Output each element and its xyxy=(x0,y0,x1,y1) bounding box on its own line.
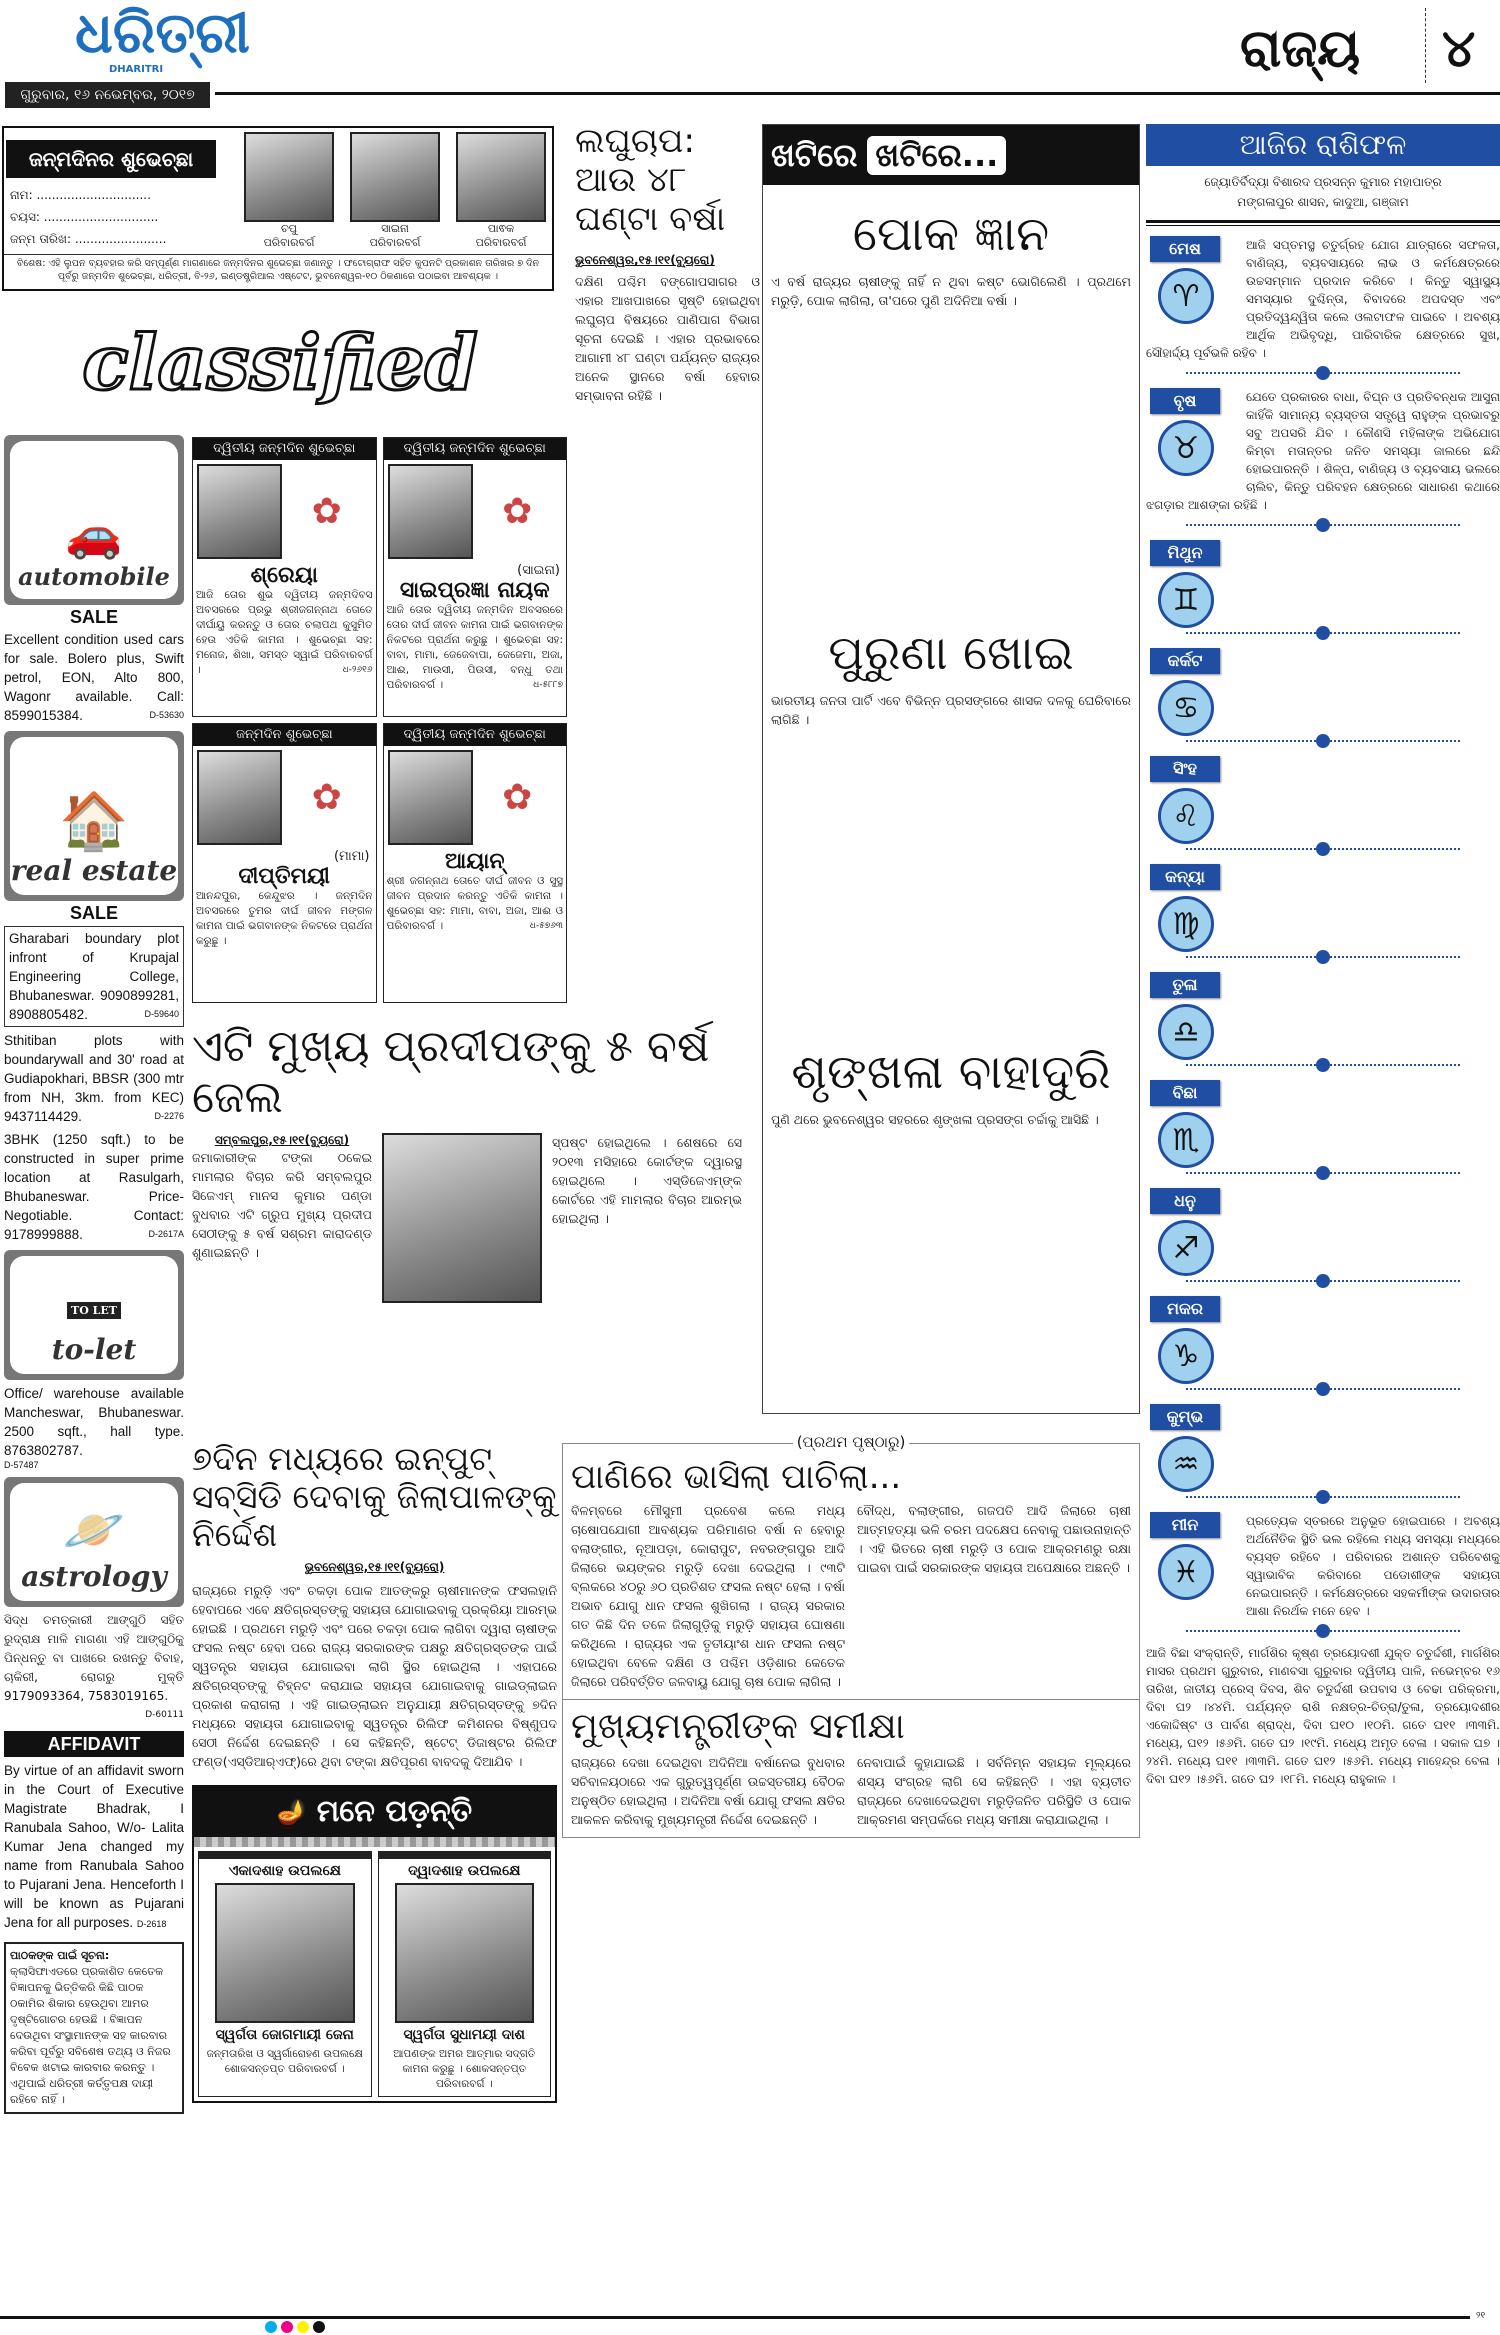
child-photo xyxy=(350,132,440,222)
horoscope-sign-7: ତୁଳା ♎ xyxy=(1146,970,1500,1066)
birthday-wish-ad: ଜନ୍ମଦିନ ଶୁଭେଚ୍ଛା ✿ (ମାମା) ଦୀପ୍ତିମୟୀ ଆନନ୍ଦପୁର, କେନ୍ଦୁଝର । ଜନ୍ମଦିନ ଅବସରରେ ତୁମର ଦୀର୍ଘ ଜୀବନ ମଙ୍ଗଳ କାମନା ପାଇଁ ଭଗବାନଙ୍କ ନିକଟରେ ପ୍ରାର୍ଥନା କରୁଛୁ । xyxy=(192,723,377,1003)
horoscope-sign-6: କନ୍ୟା ♍ xyxy=(1146,862,1500,958)
headline: ପୁରୁଣା ଖୋଇ xyxy=(828,625,1074,681)
leo-icon: ♌ xyxy=(1158,788,1214,844)
horoscope-sign-4: କର୍କଟ ♋ xyxy=(1146,646,1500,742)
rain-story: ଲଘୁଚାପ: ଆଉ ୪୮ ଘଣ୍ଟା ବର୍ଷା ଭୁବନେଶ୍ୱର,୧୫।୧୧(ବ୍ୟୁରୋ) ଦକ୍ଷିଣ ପଶ୍ଚିମ ବଙ୍ଗୋପସାଗର ଓ ଏହାର ଆଖପାଖରେ ସୃଷ୍ଟି ହୋଇଥିବା ଲଘୁଚାପ ବିଷୟରେ ପାଣିପାଗ ବିଭାଗ ସୂଚନା ଦେଇଛି । ଏହାର ପ୍ରଭାବରେ ଆଗାମୀ ୪୮ ଘଣ୍ଟା ପର୍ଯ୍ୟନ୍ତ ରାଜ୍ୟର ଅନେକ ସ୍ଥାନରେ ବର୍ଷା ହେବାର ସମ୍ଭାବନା ରହିଛି । xyxy=(575,121,760,404)
masthead-rule xyxy=(215,92,1500,95)
horoscope-sign-9: ଧନୁ ♐ xyxy=(1146,1186,1500,1282)
aquarius-icon: ♒ xyxy=(1158,1436,1214,1492)
libra-icon: ♎ xyxy=(1158,1004,1214,1060)
astrology-ad-icon: 🪐 astrology xyxy=(4,1477,184,1607)
dob-field[interactable]: ଜନ୍ମ ତାରିଖ: ........................ xyxy=(10,232,167,246)
affidavit-text: By virtue of an affidavit sworn in the Court of Executive Magistrate Bhadrak, I Ranubala Sahoo, W/o- Lalita Kumar Jena changed my name from Ranubala Sahoo to Pujarani Jena. Henceforth I will be known as Pujarani Jena for all purposes. D-2618 xyxy=(4,1763,184,1930)
capricorn-icon: ♑ xyxy=(1158,1328,1214,1384)
age-field[interactable]: ବୟସ: .............................. xyxy=(10,210,159,224)
child-photo xyxy=(197,750,282,845)
scorpio-icon: ♏ xyxy=(1158,1112,1214,1168)
khatire-item: ପୁରୁଣା ଖୋଇ ଭାରତୀୟ ଜନତା ପାର୍ଟି ଏବେ ବିଭିନ୍ନ ପ୍ରସଙ୍ଗରେ ଶାସକ ଦଳକୁ ଘେରିବାରେ ଲାଗିଛି । xyxy=(771,625,1131,728)
child-photo xyxy=(197,464,282,559)
lower-left-column xyxy=(192,1440,557,2103)
birthday-wish-ad: ଦ୍ୱିତୀୟ ଜନ୍ମଦିନ ଶୁଭେଚ୍ଛା ✿ ଆୟାନ୍ ଶ୍ରୀ ଜଗନ୍ନାଥ ତୋତେ ଦୀର୍ଘ ଜୀବନ ଓ ସୁସ୍ଥ ଜୀବନ ପ୍ରଦାନ କରନ୍ତୁ ଏତିକି କାମନା । ଶୁଭେଚ୍ଛା ସହ: ମାମା, ବାବା, ଅଜା, ଆଈ ଓ ପରିବାରବର୍ଗ । ଧ-୫୭୬୩ xyxy=(383,723,568,1003)
child-photo xyxy=(244,132,334,222)
classified-banner: classified xyxy=(82,318,478,407)
headline: ୭ଦିନ ମଧ୍ୟରେ ଇନ୍‌ପୁଟ୍ ସବ୍‌ସିଡି ଦେବାକୁ ଜିଲାପାଳଙ୍କୁ ନିର୍ଦ୍ଦେଶ xyxy=(192,1439,557,1554)
classified-ad: Gharabari boundary plot infront of Krupajal Engineering College, Bhubaneswar. 9090899281, 8908805482. D-59640 xyxy=(4,926,184,1027)
panjika: ଆଜି ବିଛା ସଂକ୍ରାନ୍ତି, ମାର୍ଗଶିର କୃଷ୍ଣ ତ୍ରୟୋଦଶୀ ଯୁକ୍ତ ଚତୁର୍ଦ୍ଦଶୀ, ମାର୍ଗଶିର ମାସର ପ୍ରଥମ ଗୁରୁବାର, ମାଣବସା ଗୁରୁବାର ଦ୍ୱିତୀୟ ପାଳି, ନଭେମ୍ବର ୧୬ ତାରିଖ, ଜାତୀୟ ପ୍ରେସ୍ ଦିବସ, ଶିବ ଚତୁର୍ଦ୍ଦଶୀ ଉପବାସ ଓ ବେଢା ପରିକ୍ରମା, ଦିବା ଘ୨ ।୪୪ମି. ପର୍ଯ୍ୟନ୍ତ ରାଶି ନକ୍ଷତ୍ର-ଚିତ୍ରା/ତୁଳା, ତ୍ରୟୋଦଶୀର ଏକୋଦ୍ଦିଷ୍ଟ ଓ ପାର୍ବଣ ଶ୍ରାଦ୍ଧ, ଦିବା ଘ୧୦ ।୧୦ମି. ଗତେ ଘ୧୧ ।୩୩ମି. ମଧ୍ୟେ, ଘ୧୨ ।୫୬ମି. ଗତେ ଘ୨ ।୧୯ମି. ମଧ୍ୟେ ଅମୃତ ବେଳା । ସକାଳ ଘ୭ ।୨୪ମି. ମଧ୍ୟେ ଘ୧୧ ।୩୩ମି. ଗତେ ଘ୧୨ ।୫୬ମି. ମଧ୍ୟେ ମାହେନ୍ଦ୍ର ବେଳା । ଦିବା ଘ୧୨ ।୫୬ମି. ଗତେ ଘ୨ ।୧୮ମି. ମଧ୍ୟେ ରାହୁକାଳ । xyxy=(1146,1646,1500,1786)
birthday-wish-ad: ଦ୍ୱିତୀୟ ଜନ୍ମଦିନ ଶୁଭେଚ୍ଛା ✿ ଶ୍ରେୟା ଆଜି ତୋର ଶୁଭ ଦ୍ୱିତୀୟ ଜନ୍ମଦିବସ ଅବସରରେ ପ୍ରଭୁ ଶ୍ରୀଜଗନ୍ନାଥ ତୋତେ ଦୀର୍ଘାୟୁ କରନ୍ତୁ ଓ ତୋର ଚଲାପଥ କୁସୁମିତ ହେଉ ଏତିକି କାମନା । ଶୁଭେଚ୍ଛା ସହ: ମନୋଜ, ଶିଖା, ସମସ୍ତ ସ୍ୱାଇଁ ପରିବାରବର୍ଗ । ଧ-୨୬୧୬ xyxy=(192,437,377,717)
aries-icon: ♈ xyxy=(1158,268,1214,324)
horoscope-sign-5: ସିଂହ ♌ xyxy=(1146,754,1500,850)
registration-dot xyxy=(281,2321,293,2333)
lamp-icon: 🪔 xyxy=(276,1797,307,1826)
flower-icon: ✿ xyxy=(502,491,533,532)
logo: ଧରିତ୍ରୀ DHARITRI xyxy=(75,1,250,75)
registration-dot xyxy=(297,2321,309,2333)
child-photo xyxy=(456,132,546,222)
birthday-wishes xyxy=(192,437,567,1003)
horoscope-sign-10: ମକର ♑ xyxy=(1146,1294,1500,1390)
horoscope-sign-8: ବିଛା ♏ xyxy=(1146,1078,1500,1174)
section-title: ରାଜ୍ୟ xyxy=(1240,19,1361,79)
khatire-column: ଖଟିରେ ଖଟିରେ... ପୋକ ଜ୍ଞାନ ଏ ବର୍ଷ ରାଜ୍ୟର ଚାଷୀଙ୍କୁ ନାହିଁ ନ ଥିବା କଷ୍ଟ ଭୋଗିଲେଣି । ପ୍ରଥମେ ମରୁଡ଼ି, ପୋକ ଲାଗିଲା, ତା'ପରେ ପୁଣି ଅଦିନିଆ ବର୍ଷା । ପୁରୁଣା ଖୋଇ ଭାରତୀୟ ଜନତା ପାର୍ଟି ଏବେ ବିଭିନ୍ନ ପ୍ରସଙ୍ଗରେ ଶାସକ ଦଳକୁ ଘେରିବାରେ ଲାଗିଛି । ଶୃଙ୍ଖଳା ବାହାଦୁରି ପୁଣି ଥରେ ଭୁବନେଶ୍ୱର ସହରରେ ଶୃଙ୍ଖଳା ପ୍ରସଙ୍ଗ ଚର୍ଚ୍ଚାକୁ ଆସିଛି । xyxy=(762,124,1140,1414)
headline: ପାଣିରେ ଭାସିଲା ପାଚିଲା... xyxy=(571,1457,902,1497)
real-estate-ad-icon: 🏠 real estate xyxy=(4,731,184,901)
headline: ଶୃଙ୍ଖଳା ବାହାଦୁରି xyxy=(791,1044,1111,1100)
headline: ପୋକ ଜ୍ଞାନ xyxy=(852,206,1050,262)
flower-icon: ✿ xyxy=(311,777,342,818)
horoscope-sign-2: ବୃଷ ♉ ଯେତେ ପ୍ରକାରର ବାଧା, ବିଘ୍ନ ଓ ପ୍ରତିବନ୍ଧକ ଆସୁନା କାହିଁକି ସାମାନ୍ୟ ବ୍ୟସ୍ତତା ସତ୍ତ୍ୱେ ରାହୁଙ୍କ ପ୍ରଭାବରୁ ସବୁ ଅପସରି ଯିବ । କୌଣସି ମହିଳାଙ୍କ ଅଭିଯୋଗ କିମ୍ବା ମତାନ୍ତର ଜନିତ ସମସ୍ୟା ଜାଲରେ ଛନ୍ଦି ହୋଇପାରନ୍ତି । ଶିଳ୍ପ, ବାଣିଜ୍ୟ ଓ ବ୍ୟବସାୟ ଭଲରେ ଚାଲିବ, କିନ୍ତୁ ପରିବହନ କ୍ଷେତ୍ରରେ ସାଧାରଣ କଥାରେ ଝଗଡ଼ାର ଆଶଙ୍କା ରହିଛି । xyxy=(1146,386,1500,526)
reader-notice: ପାଠକଙ୍କ ପାଇଁ ସୂଚନା: କ୍ଲାସିଫାଏଡରେ ପ୍ରକାଶିତ କେତେକ ବିଜ୍ଞାପନକୁ ଭିତ୍ତିକରି କିଛି ପାଠକ ଠକାମିର ଶିକାର ହେଉଥିବା ଆମର ଦୃଷ୍ଟିଗୋଚର ହେଉଛି । ବିଜ୍ଞାପନ ଦେଉଥିବା ସଂସ୍ଥାମାନଙ୍କ ସହ କାରବାର କରିବା ପୂର୍ବରୁ ସବିଶେଷ ତଥ୍ୟ ଓ ନିଜର ବିବେକ ଖଟାଇ କାରବାର କରନ୍ତୁ । ଏଥିପାଇଁ ଧରିତ୍ରୀ କର୍ତ୍ତୃପକ୍ଷ ଦାୟୀ ରହିବେ ନାହିଁ । xyxy=(4,1942,184,2114)
classified-ad: Excellent condition used cars for sale. Bolero plus, Swift petrol, EON, Alto 800, Wagonr available. Call: 8599015384. D-53630 xyxy=(4,632,184,723)
khatire-item: ଶୃଙ୍ଖଳା ବାହାଦୁରି ପୁଣି ଥରେ ଭୁବନେଶ୍ୱର ସହରରେ ଶୃଙ୍ଖଳା ପ୍ରସଙ୍ଗ ଚର୍ଚ୍ଚାକୁ ଆସିଛି । xyxy=(771,1045,1131,1450)
water-story: (ପ୍ରଥମ ପୃଷ୍ଠାରୁ) ପାଣିରେ ଭାସିଲା ପାଚିଲା... ବିଳମ୍ବରେ ମୌସୁମୀ ପ୍ରବେଶ କଲେ ମଧ୍ୟ ଚାଷୋପଯୋଗୀ ଆବଶ୍ୟକ ପରିମାଣର ବର୍ଷା ନ ହେବାରୁ ବଲାଙ୍ଗୀର, ନୂଆପଡ଼ା, କୋରାପୁଟ, ନବରଙ୍ଗପୁର ଆଦି ଜିଲାରେ ଭୟଙ୍କର ମରୁଡ଼ି ଦେଖା ଦେଇଥିଲା । ୯୩ଟି ବ୍ଲକରେ ୪୦ରୁ ୬୦ ପ୍ରତିଶତ ଫସଲ ନଷ୍ଟ ହେଲା । ବର୍ଷା ଅଭାବ ଯୋଗୁ ଧାନ ଫସଲ ଶୁଖିଗଲା । ରାଜ୍ୟ ସରକାର ଗତ କିଛି ଦିନ ତଳେ ଜିଲାଗୁଡ଼ିକୁ ମରୁଡ଼ି ସହାୟତା ଘୋଷଣା କରିଥିଲେ । ରାଜ୍ୟର ଏକ ତୃତୀୟାଂଶ ଧାନ ଫସଲ ନଷ୍ଟ ହୋଇଥିବା ବେଳେ ଦକ୍ଷିଣ ଓ ପଶ୍ଚିମ ଓଡ଼ିଶାର କେତେକ ଜିଲାରେ ପରିବର୍ତ୍ତିତ ଜଳବାୟୁ ଯୋଗୁ ଚାଷ ପୋକ ଲାଗିଲା । ବୌଦ୍ଧ, ବଲାଙ୍ଗୀର, ଗଜପତି ଆଦି ଜିଲାରେ ଚାଷୀ ଆତ୍ମହତ୍ୟା ଭଳି ଚରମ ପଦକ୍ଷେପ ନେବାକୁ ପଛାଉନାହାନ୍ତି । ଏହି ଭିତରେ ଚାଷୀ ମରୁଡ଼ି ଓ ପୋକ ଆକ୍ରମଣରୁ ରକ୍ଷା ପାଇବା ପାଇଁ ସରକାରଙ୍କ ସହାୟତା ଅପେକ୍ଷାରେ ଅଛନ୍ତି । xyxy=(563,1444,1139,1699)
obituary-card: ଏକାଦଶାହ ଉପଲକ୍ଷେ ସ୍ୱର୍ଗତା ଜୋଗମାୟୀ ଜେନା ଜନ୍ମତାରିଖ ଓ ସ୍ୱର୍ଗାରୋହଣ ଉପଲକ୍ଷେ ଶୋକସନ୍ତପ୍ତ ପରିବାରବର୍ଗ । xyxy=(198,1851,372,2097)
issue-date: ଗୁରୁବାର, ୧୬ ନଭେମ୍ବର, ୨୦୧୭ xyxy=(5,82,210,108)
horoscope-sign-3: ମିଥୁନ ♊ xyxy=(1146,538,1500,634)
registration-marks xyxy=(265,2321,325,2333)
headline: ଏଟି ମୁଖ୍ୟ ପ୍ରଦୀପଙ୍କୁ ୫ ବର୍ଷ ଜେଲ xyxy=(192,1021,710,1123)
obituary-ad: 🪔 ମନେ ପଡ଼ନ୍ତି ଏକାଦଶାହ ଉପଲକ୍ଷେ ସ୍ୱର୍ଗତା ଜୋଗମାୟୀ ଜେନା ଜନ୍ମତାରିଖ ଓ ସ୍ୱର୍ଗାରୋହଣ ଉପଲକ୍ଷେ ଶୋକସନ୍ତପ୍ତ ପରିବାରବର୍ଗ । ଦ୍ୱାଦଶାହ ଉପଲକ୍ଷେ ସ୍ୱର୍ଗତା ସୁଧାମୟୀ ଦାଶ ଆପଣଙ୍କ ଅମର ଆତ୍ମାର ସଦ୍‌ଗତି କାମନା କରୁଛୁ । ଶୋକସନ୍ତପ୍ତ ପରିବାରବର୍ଗ । xyxy=(192,1785,557,2103)
registration-dot xyxy=(265,2321,277,2333)
water-cm-box xyxy=(562,1433,1140,1838)
classified-ad: Sthitiban plots with boundarywall and 30' road at Gudiapokhari, BBSR (300 mtr from NH, 3km. from KEC) 9437114429. D-2276 xyxy=(4,1033,184,1124)
horoscope-column: ଆଜିର ରାଶିଫଳ ଜ୍ୟୋତିର୍ବିଦ୍ୟା ବିଶାରଦ ପ୍ରସନ୍ନ କୁମାର ମହାପାତ୍ର ମଙ୍ଗଳାପୁର ଶାସନ, କାଦୁଆ, ଗଞ୍ଜାମ ମେଷ ♈ ଆଜି ସପ୍ତମସ୍ଥ ଚତୁର୍ଗ୍ରହ ଯୋଗ ଯାତ୍ରାରେ ସଫଳତା, ବାଣିଜ୍ୟ, ବ୍ୟବସାୟରେ ଲାଭ ଓ କର୍ମକ୍ଷେତ୍ରରେ ଉଚ୍ଚସମ୍ମାନ ପ୍ରଦାନ କରିବେ । କିନ୍ତୁ ସ୍ୱାସ୍ଥ୍ୟ ସମସ୍ୟାର ଦୁଶ୍ଚିନ୍ତା, ବିବାଦରେ ଅପଦସ୍ତ ଏବଂ ପ୍ରତିଦ୍ୱନ୍ଦ୍ୱିତା କଲେ ଓଲଟାଫଳ ପାଇବେ । ଅବଶ୍ୟ ଆର୍ଥିକ ଅଭିବୃଦ୍ଧି, ପାରିବାରିକ କ୍ଷେତ୍ରରେ ସୁଖ, ସୌହାର୍ଦ୍ଦ୍ୟ ପୂର୍ବଭଳି ରହିବ । ବୃଷ ♉ ଯେତେ ପ୍ରକାରର ବାଧା, ବିଘ୍ନ ଓ ପ୍ରତିବନ୍ଧକ ଆସୁନା କାହିଁକି ସାମାନ୍ୟ ବ୍ୟସ୍ତତା ସତ୍ତ୍ୱେ ରାହୁଙ୍କ ପ୍ରଭାବରୁ ସବୁ ଅପସରି ଯିବ । କୌଣସି ମହିଳାଙ୍କ ଅଭିଯୋଗ କିମ୍ବା ମତାନ୍ତର ଜନିତ ସମସ୍ୟା ଜାଲରେ ଛନ୍ଦି ହୋଇପାରନ୍ତି । ଶିଳ୍ପ, ବାଣିଜ୍ୟ ଓ ବ୍ୟବସାୟ ଭଲରେ ଚାଲିବ, କିନ୍ତୁ ପରିବହନ କ୍ଷେତ୍ରରେ ସାଧାରଣ କଥାରେ ଝଗଡ଼ାର ଆଶଙ୍କା ରହିଛି । ମିଥୁନ ♊ କର୍କଟ ♋ ସିଂହ ♌ କନ୍ୟା ♍ ତୁଳା ♎ ବିଛା ♏ ଧନୁ ♐ ମକର ♑ କୁମ୍ଭ ♒ ମୀନ ♓ ପ୍ରତ୍ୟେକ ସ୍ତରରେ ଅନୁଭୂତ ହୋଇପାରେ । ଅବଶ୍ୟ ଅର୍ଥନୈତିକ ସ୍ଥିତି ଭଲ ରହିଲେ ମଧ୍ୟ ସମସ୍ୟା ମଧ୍ୟରେ ବ୍ୟସ୍ତ ରହିବେ । ପରିବାରର ଅଶାନ୍ତ ପରିବେଶକୁ ସ୍ୱାଭାବିକ କରିବାରେ ପଡୋଶୀଙ୍କ ସହାୟତା ନେଇପାରନ୍ତି । କର୍ମକ୍ଷେତ୍ରରେ ସହକର୍ମୀଙ୍କ ଉଦାରତାର ଆଶା ନିରର୍ଥକ ମନେ ହେବ । ଆଜି ବିଛା ସଂକ୍ରାନ୍ତି, ମାର୍ଗଶିର କୃଷ୍ଣ ତ୍ରୟୋଦଶୀ ଯୁକ୍ତ ଚତୁର୍ଦ୍ଦଶୀ, ମାର୍ଗଶିର ମାସର ପ୍ରଥମ ଗୁରୁବାର, ମାଣବସା ଗୁରୁବାର ଦ୍ୱିତୀୟ ପାଳି, ନଭେମ୍ବର ୧୬ ତାରିଖ, ଜାତୀୟ ପ୍ରେସ୍ ଦିବସ, ଶିବ ଚତୁର୍ଦ୍ଦଶୀ ଉପବାସ ଓ ବେଢା ପରିକ୍ରମା, ଦିବା ଘ୨ ।୪୪ମି. ପର୍ଯ୍ୟନ୍ତ ରାଶି ନକ୍ଷତ୍ର-ଚିତ୍ରା/ତୁଳା, ତ୍ରୟୋଦଶୀର ଏକୋଦ୍ଦିଷ୍ଟ ଓ ପାର୍ବଣ ଶ୍ରାଦ୍ଧ, ଦିବା ଘ୧୦ ।୧୦ମି. ଗତେ ଘ୧୧ ।୩୩ମି. ମଧ୍ୟେ, ଘ୧୨ ।୫୬ମି. ଗତେ ଘ୨ ।୧୯ମି. ମଧ୍ୟେ ଅମୃତ ବେଳା । ସକାଳ ଘ୭ ।୨୪ମି. ମଧ୍ୟେ ଘ୧୧ ।୩୩ମି. ଗତେ ଘ୧୨ ।୫୬ମି. ମଧ୍ୟେ ମାହେନ୍ଦ୍ର ବେଳା । ଦିବା ଘ୧୨ ।୫୬ମି. ଗତେ ଘ୨ ।୧୮ମି. ମଧ୍ୟେ ରାହୁକାଳ । xyxy=(1146,124,1500,1788)
headline: ଲଘୁଚାପ: ଆଉ ୪୮ ଘଣ୍ଟା ବର୍ଷା xyxy=(575,121,726,240)
cancer-icon: ♋ xyxy=(1158,680,1214,736)
name-field[interactable]: ନାମ: .............................. xyxy=(10,188,151,202)
taurus-icon: ♉ xyxy=(1158,420,1214,476)
flower-icon: ✿ xyxy=(502,777,533,818)
child-photo xyxy=(388,750,473,845)
pisces-icon: ♓ xyxy=(1158,1544,1214,1600)
birthday-coupon: ଜନ୍ମଦିନର ଶୁଭେଚ୍ଛା ନାମ: .............................. ବୟସ: .............................. ଜନ୍ମ ତାରିଖ: ........................ ଚପୁ ପରିବାରବର୍ଗ ସାଇନା ପରିବାରବର୍ଗ ପାଵକ ପରିବାରବର୍ଗ ବିଶେଷ: ଏହି ଲୁପନ ବ୍ୟବହାର କରି ସମ୍ପୂର୍ଣ୍ଣ ମାଗଣାରେ ଜନ୍ମଦିନର ଶୁଭେଚ୍ଛା ଜଣାନ୍ତୁ । ଫଟୋଗ୍ରାଫ ସହିତ କୁପନଟି ପ୍ରକାଶନ ତାରିଖର ୭ ଦିନ ପୂର୍ବରୁ ଜନ୍ମଦିନ ଶୁଭେଚ୍ଛା, ଧରିତ୍ରୀ, ବି-୨୬, ଇଣ୍ଡଷ୍ଟ୍ରିଆଲ ଏଷ୍ଟେଟ, ଭୁବନେଶ୍ୱର-୧୦ ଠିକଣାରେ ପଠାଇବା ଆବଶ୍ୟକ । xyxy=(2,126,554,291)
flower-icon: ✿ xyxy=(311,491,342,532)
registration-dot xyxy=(313,2321,325,2333)
classified-ad: Office/ warehouse available Mancheswar, Bhubaneswar. 2500 sqft., hall type. 8763802787. D-57487 xyxy=(4,1386,184,1470)
accused-photo xyxy=(382,1133,542,1303)
affidavit-heading: AFFIDAVIT xyxy=(4,1731,184,1757)
horoscope-title: ଆଜିର ରାଶିଫଳ xyxy=(1146,124,1500,166)
sagittarius-icon: ♐ xyxy=(1158,1220,1214,1276)
jail-story: ଏଟି ମୁଖ୍ୟ ପ୍ରଦୀପଙ୍କୁ ୫ ବର୍ଷ ଜେଲ ସମ୍ବଲପୁର,୧୫।୧୧(ବ୍ୟୁରୋ) ଜମାକାରୀଙ୍କ ଟଙ୍କା ଠକେଇ ମାମଲାର ବିଚାର କରି ସମ୍ବଲପୁର ସିଜେଏମ୍ ମାନସ କୁମାର ପଣ୍ଡା ବୁଧବାର ଏଟି ଗ୍ରୁପ ମୁଖ୍ୟ ପ୍ରଦୀପ ସେଠୀଙ୍କୁ ୫ ବର୍ଷ ସଶ୍ରମ କାରାଦଣ୍ଡ ଶୁଣାଇଛନ୍ତି । ସ୍ପଷ୍ଟ ହୋଇଥିଲେ । ଶେଷରେ ସେ ୨୦୧୩ ମସିହାରେ କୋର୍ଟଙ୍କ ଦ୍ୱାରସ୍ଥ ହୋଇଥିଲେ । ଏସ୍‌ଡିଜେଏମ୍‌ଙ୍କ କୋର୍ଟରେ ଏହି ମାମଲାର ବିଚାର ଆରମ୍ଭ ହୋଇଥିଲା । xyxy=(192,1022,758,1303)
khatire-item: ପୋକ ଜ୍ଞାନ ଏ ବର୍ଷ ରାଜ୍ୟର ଚାଷୀଙ୍କୁ ନାହିଁ ନ ଥିବା କଷ୍ଟ ଭୋଗିଲେଣି । ପ୍ରଥମେ ମରୁଡ଼ି, ପୋକ ଲାଗିଲା, ତା'ପରେ ପୁଣି ଅଦିନିଆ ବର୍ଷା । xyxy=(771,206,1131,309)
classified-ad: 3BHK (1250 sqft.) to be constructed in super prime location at Rasulgarh, Bhubaneswar. Price-Negotiable. Contact: 9178999888. D-2617A xyxy=(4,1132,184,1242)
horoscope-sign-11: କୁମ୍ଭ ♒ xyxy=(1146,1402,1500,1498)
classified-ad: ସିଦ୍ଧ ଚମତ୍କାରୀ ଆଙ୍ଗୁଠି ସହିତ ରୁଦ୍ରାକ୍ଷ ମାଳି ମାଗଣା ଏହି ଆଙ୍ଗୁଠିକୁ ପିନ୍ଧନ୍ତୁ ବା ପାଖରେ ରଖନ୍ତୁ ବିବାହ, ଚାକିରୀ, ରୋଗରୁ ମୁକ୍ତି 9179093364, 7583019165. D-60111 xyxy=(4,1613,184,1720)
subsidy-story: ୭ଦିନ ମଧ୍ୟରେ ଇନ୍‌ପୁଟ୍ ସବ୍‌ସିଡି ଦେବାକୁ ଜିଲାପାଳଙ୍କୁ ନିର୍ଦ୍ଦେଶ ଭୁବନେଶ୍ୱର,୧୫।୧୧(ବ୍ୟୁରୋ) ରାଜ୍ୟରେ ମରୁଡ଼ି ଏବଂ ଚକଡ଼ା ପୋକ ଆତଙ୍କରୁ ଚାଷୀମାନଙ୍କ ଫସଲହାନି ହେବାପରେ ଏବେ କ୍ଷତିଗ୍ରସ୍ତଙ୍କୁ ସହାୟତା ଯୋଗାଇବାକୁ ପ୍ରକ୍ରିୟା ଆରମ୍ଭ ହୋଇଛି । ପ୍ରଥମେ ମରୁଡ଼ି ଏବଂ ପରେ ଚକଡ଼ା ପୋକ ଲାଗିବା ଦ୍ୱାରା ଚାଷୀଙ୍କ ଫସଲ ନଷ୍ଟ ହେବା ପରେ ରାଜ୍ୟ ସରକାରଙ୍କ ପକ୍ଷରୁ କ୍ଷତିଗ୍ରସ୍ତଙ୍କ ପାଇଁ ସ୍ୱତନ୍ତ୍ର ସହାୟତା ଯୋଗାଇବା ଲାଗି ସ୍ଥିର ହୋଇଥିଲା । ଏହାପରେ କ୍ଷତିଗ୍ରସ୍ତଙ୍କୁ ଚିହ୍ନଟ କରାଯାଇ ସହାୟତା ଯୋଗାଇବାକୁ ଗାଇଡ୍‌ଲାଇନ ପ୍ରକାଶ କରାଗଲା । ଏହି ଗାଇଡ୍‌ଲାଇନ ଅନୁଯାୟୀ କ୍ଷତିଗ୍ରସ୍ତଙ୍କୁ ୭ଦିନ ମଧ୍ୟରେ ସହାୟତା ଯୋଗାଇବାକୁ ସ୍ୱତନ୍ତ୍ର ରିଲିଫ କମିଶନର ବିଷ୍ଣୁପଦ ସେଠୀ ନିର୍ଦ୍ଦେଶ ଦେଇଛନ୍ତି । ସେ କହିଛନ୍ତି, ଷ୍ଟେଟ୍ ଡିଜାଷ୍ଟର ରିଲିଫ ଫଣ୍ଡ(ଏସ୍‌ଡିଆର୍‌ଏଫ୍)ରେ ଥିବା ଟଙ୍କା କ୍ଷତିପୂରଣ ବାବଦକୁ ଦିଆଯିବ । xyxy=(192,1439,557,1769)
portrait-photo xyxy=(215,1883,355,2023)
obituary-card: ଦ୍ୱାଦଶାହ ଉପଲକ୍ଷେ ସ୍ୱର୍ଗତା ସୁଧାମୟୀ ଦାଶ ଆପଣଙ୍କ ଅମର ଆତ୍ମାର ସଦ୍‌ଗତି କାମନା କରୁଛୁ । ଶୋକସନ୍ତପ୍ତ ପରିବାରବର୍ଗ । xyxy=(378,1851,552,2097)
automobile-ad-icon: 🚗 automobile xyxy=(4,435,184,605)
virgo-icon: ♍ xyxy=(1158,896,1214,952)
horoscope-sign-1: ମେଷ ♈ ଆଜି ସପ୍ତମସ୍ଥ ଚତୁର୍ଗ୍ରହ ଯୋଗ ଯାତ୍ରାରେ ସଫଳତା, ବାଣିଜ୍ୟ, ବ୍ୟବସାୟରେ ଲାଭ ଓ କର୍ମକ୍ଷେତ୍ରରେ ଉଚ୍ଚସମ୍ମାନ ପ୍ରଦାନ କରିବେ । କିନ୍ତୁ ସ୍ୱାସ୍ଥ୍ୟ ସମସ୍ୟାର ଦୁଶ୍ଚିନ୍ତା, ବିବାଦରେ ଅପଦସ୍ତ ଏବଂ ପ୍ରତିଦ୍ୱନ୍ଦ୍ୱିତା କଲେ ଓଲଟାଫଳ ପାଇବେ । ଅବଶ୍ୟ ଆର୍ଥିକ ଅଭିବୃଦ୍ଧି, ପାରିବାରିକ କ୍ଷେତ୍ରରେ ସୁଖ, ସୌହାର୍ଦ୍ଦ୍ୟ ପୂର୍ବଭଳି ରହିବ । xyxy=(1146,234,1500,374)
gemini-icon: ♊ xyxy=(1158,572,1214,628)
classified-column: 🚗 automobile SALE Excellent condition used cars for sale. Bolero plus, Swift petrol, EON, Alto 800, Wagonr available. Call: 8599015384. D-53630 🏠 real estate SALE Gharabari boundary plot infront of Krupajal Engineering College, Bhubaneswar. 9090899281, 8908805482. D-59640 Sthitiban plots with boundarywall and 30' road at Gudiapokhari, BBSR (300 mtr from NH, 3km. from KEC) 9437114429. D-2276 3BHK (1250 sqft.) to be constructed in super prime location at Rasulgarh, Bhubaneswar. Price-Negotiable. Contact: 9178999888. D-2617A TO LET to-let Office/ warehouse available Mancheswar, Bhubaneswar. 2500 sqft., hall type. 8763802787. D-57487 🪐 astrology ସିଦ୍ଧ ଚମତ୍କାରୀ ଆଙ୍ଗୁଠି ସହିତ ରୁଦ୍ରାକ୍ଷ ମାଳି ମାଗଣା ଏହି ଆଙ୍ଗୁଠିକୁ ପିନ୍ଧନ୍ତୁ ବା ପାଖରେ ରଖନ୍ତୁ ବିବାହ, ଚାକିରୀ, ରୋଗରୁ ମୁକ୍ତି 9179093364, 7583019165. D-60111 AFFIDAVIT By virtue of an affidavit sworn in the Court of Executive Magistrate Bhadrak, I Ranubala Sahoo, W/o- Lalita Kumar Jena changed my name from Ranubala Sahoo to Pujarani Jena. Henceforth I will be known as Pujarani Jena for all purposes. D-2618 ପାଠକଙ୍କ ପାଇଁ ସୂଚନା: କ୍ଲାସିଫାଏଡରେ ପ୍ରକାଶିତ କେତେକ ବିଜ୍ଞାପନକୁ ଭିତ୍ତିକରି କିଛି ପାଠକ ଠକାମିର ଶିକାର ହେଉଥିବା ଆମର ଦୃଷ୍ଟିଗୋଚର ହେଉଛି । ବିଜ୍ଞାପନ ଦେଉଥିବା ସଂସ୍ଥାମାନଙ୍କ ସହ କାରବାର କରିବା ପୂର୍ବରୁ ସବିଶେଷ ତଥ୍ୟ ଓ ନିଜର ବିବେକ ଖଟାଇ କାରବାର କରନ୍ତୁ । ଏଥିପାଇଁ ଧରିତ୍ରୀ କର୍ତ୍ତୃପକ୍ଷ ଦାୟୀ ରହିବେ ନାହିଁ । xyxy=(4,435,184,2114)
page-number: ୪ xyxy=(1442,19,1476,79)
portrait-photo xyxy=(395,1883,535,2023)
horoscope-sign-12: ମୀନ ♓ ପ୍ରତ୍ୟେକ ସ୍ତରରେ ଅନୁଭୂତ ହୋଇପାରେ । ଅବଶ୍ୟ ଅର୍ଥନୈତିକ ସ୍ଥିତି ଭଲ ରହିଲେ ମଧ୍ୟ ସମସ୍ୟା ମଧ୍ୟରେ ବ୍ୟସ୍ତ ରହିବେ । ପରିବାରର ଅଶାନ୍ତ ପରିବେଶକୁ ସ୍ୱାଭାବିକ କରିବାରେ ପଡୋଶୀଙ୍କ ସହାୟତା ନେଇପାରନ୍ତି । କର୍ମକ୍ଷେତ୍ରରେ ସହକର୍ମୀଙ୍କ ଉଦାରତାର ଆଶା ନିରର୍ଥକ ମନେ ହେବ । xyxy=(1146,1510,1500,1632)
coupon-note: ବିଶେଷ: ଏହି ଲୁପନ ବ୍ୟବହାର କରି ସମ୍ପୂର୍ଣ୍ଣ ମାଗଣାରେ ଜନ୍ମଦିନର ଶୁଭେଚ୍ଛା ଜଣାନ୍ତୁ । ଫଟୋଗ୍ରାଫ ସହିତ କୁପନଟି ପ୍ରକାଶନ ତାରିଖର ୭ ଦିନ ପୂର୍ବରୁ ଜନ୍ମଦିନ ଶୁଭେଚ୍ଛା, ଧରିତ୍ରୀ, ବି-୨୬, ଇଣ୍ଡଷ୍ଟ୍ରିଆଲ ଏଷ୍ଟେଟ, ଭୁବନେଶ୍ୱର-୧୦ ଠିକଣାରେ ପଠାଇବା ଆବଶ୍ୟକ । xyxy=(4,254,552,285)
birthday-wish-ad: ଦ୍ୱିତୀୟ ଜନ୍ମଦିନ ଶୁଭେଚ୍ଛା ✿ (ସାଇନା) ସାଇପ୍ରଜ୍ଞା ନାୟକ ଆଜି ତୋର ଦ୍ୱିତୀୟ ଜନ୍ମଦିନ ଅବସରରେ ତୋର ଦୀର୍ଘ ଜୀବନ କାମନା ପାଇଁ ଭଗବାନଙ୍କ ନିକଟରେ ପ୍ରାର୍ଥନା କରୁଛୁ । ଶୁଭେଚ୍ଛା ସହ: ବାବା, ମାମା, ଜେଜେବାପା, ଜେଜେମା, ଅଜା, ଆଈ, ମାଉସୀ, ପିଉସୀ, ବନ୍ଧୁ ତଥା ପରିବାରବର୍ଗ । ଧ-୫୮୮୭ xyxy=(383,437,568,717)
child-photo xyxy=(388,464,473,559)
headline: ମୁଖ୍ୟମନ୍ତ୍ରୀଙ୍କ ସମୀକ୍ଷା xyxy=(571,1706,905,1748)
cm-story: ମୁଖ୍ୟମନ୍ତ୍ରୀଙ୍କ ସମୀକ୍ଷା ରାଜ୍ୟରେ ଦେଖା ଦେଇଥିବା ଅଦିନିଆ ବର୍ଷାନେଇ ବୁଧବାର ସଚିବାଳୟଠାରେ ଏକ ଗୁରୁତ୍ୱପୂର୍ଣ୍ଣ ଉଚ୍ଚସ୍ତରୀୟ ବୈଠକ ଅନୁଷ୍ଠିତ ହୋଇଥିଲା । ଅଦିନିଆ ବର୍ଷା ଯୋଗୁ ଫସଲ କ୍ଷତିର ଆକଳନ କରିବାକୁ ମୁଖ୍ୟମନ୍ତ୍ରୀ ନିର୍ଦ୍ଦେଶ ଦେଇଛନ୍ତି । ନେବାପାଇଁ କୁହାଯାଇଛି । ସର୍ବନିମ୍ନ ସହାୟକ ମୂଲ୍ୟରେ ଶସ୍ୟ ସଂଗ୍ରହ ଲାଗି ସେ କହିଛନ୍ତି । ଏହା ବ୍ୟତୀତ ରାଜ୍ୟରେ ଦେଖାଦେଇଥିବା ମରୁଡ଼ିଜନିତ ପରିସ୍ଥିତି ଓ ପୋକ ଆକ୍ରମଣ ସମ୍ପର୍କରେ ମଧ୍ୟ ସମୀକ୍ଷା କରାଯାଇଥିଲା । xyxy=(563,1699,1139,1837)
to-let-ad-icon: TO LET to-let xyxy=(4,1250,184,1380)
